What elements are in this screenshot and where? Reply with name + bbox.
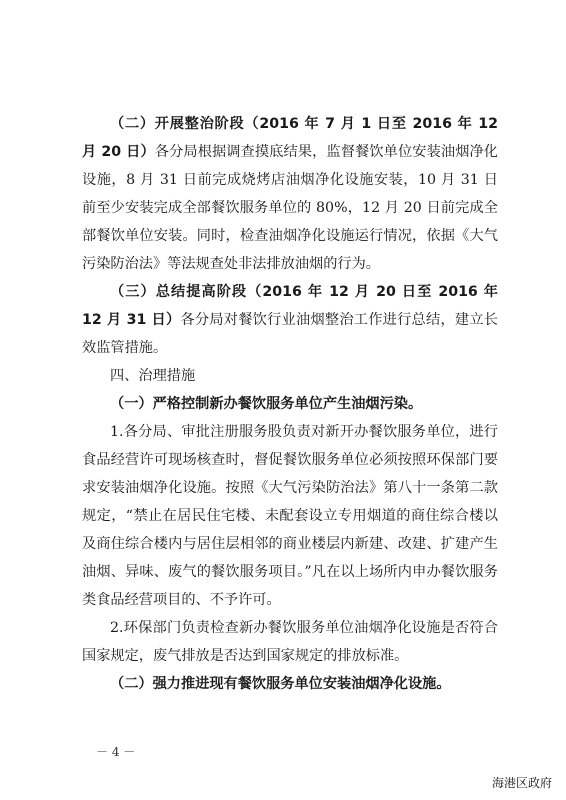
paragraph-item-1: 1.各分局、审批注册服务股负责对新开办餐饮服务单位，进行食品经营许可现场核查时，督促餐饮服务单位必须按照环保部门要求安装油烟净化设施。按照《大气污染防治法》第八十一条第二款规定，“禁止在居民住宅楼、未配套设立专用烟道的商住综合楼以及商住综合楼内与居住层相邻的商业楼层内新建、改建、扩建产生油烟、异味、废气的餐饮服务项目。”凡在以上场所内申办餐饮服务类食品经营项目的、不予许可。: [82, 424, 498, 608]
paragraph-stage-2: [82, 110, 498, 278]
source-watermark: 海港区政府: [491, 776, 552, 790]
page-number: － 4 －: [96, 745, 136, 759]
heading-stage-2: （二）开展整治阶段（2016 年 7 月 1 日至 2016 年 12 月 20 日）: [82, 116, 498, 160]
body-stage-3: 各分局对餐饮行业油烟整治工作进行总结，建立长效监管措施。: [82, 312, 498, 356]
heading-measure-1: （一）严格控制新办餐饮服务单位产生油烟污染。: [110, 396, 423, 412]
section-heading-measures: 四、治理措施: [110, 368, 196, 384]
heading-measure-2: （二）强力推进现有餐饮服务单位安装油烟净化设施。: [110, 676, 451, 692]
body-stage-2: 各分局根据调查摸底结果，监督餐饮单位安装油烟净化设施，8 月 31 日前完成烧烤店油烟净化设施安装，10 月 31 日前至少安装完成全部餐饮服务单位的 80%，12 月 20 日前完成全部餐饮单位安装。同时，检查油烟净化设施运行情况，依据《大气污染防治法》等法规查处非法排放油烟的行为。: [82, 144, 498, 272]
document-body: [82, 110, 498, 698]
paragraph-item-2: 2.环保部门负责检查新办餐饮服务单位油烟净化设施是否符合国家规定，废气排放是否达到国家规定的排放标准。: [82, 620, 498, 664]
paragraph-measure-1: [82, 390, 498, 418]
paragraph-measure-2: [82, 670, 498, 698]
paragraph-stage-3: [82, 278, 498, 362]
heading-stage-3: （三）总结提高阶段（2016 年 12 月 20 日至 2016 年 12 月 31 日）: [82, 284, 498, 328]
